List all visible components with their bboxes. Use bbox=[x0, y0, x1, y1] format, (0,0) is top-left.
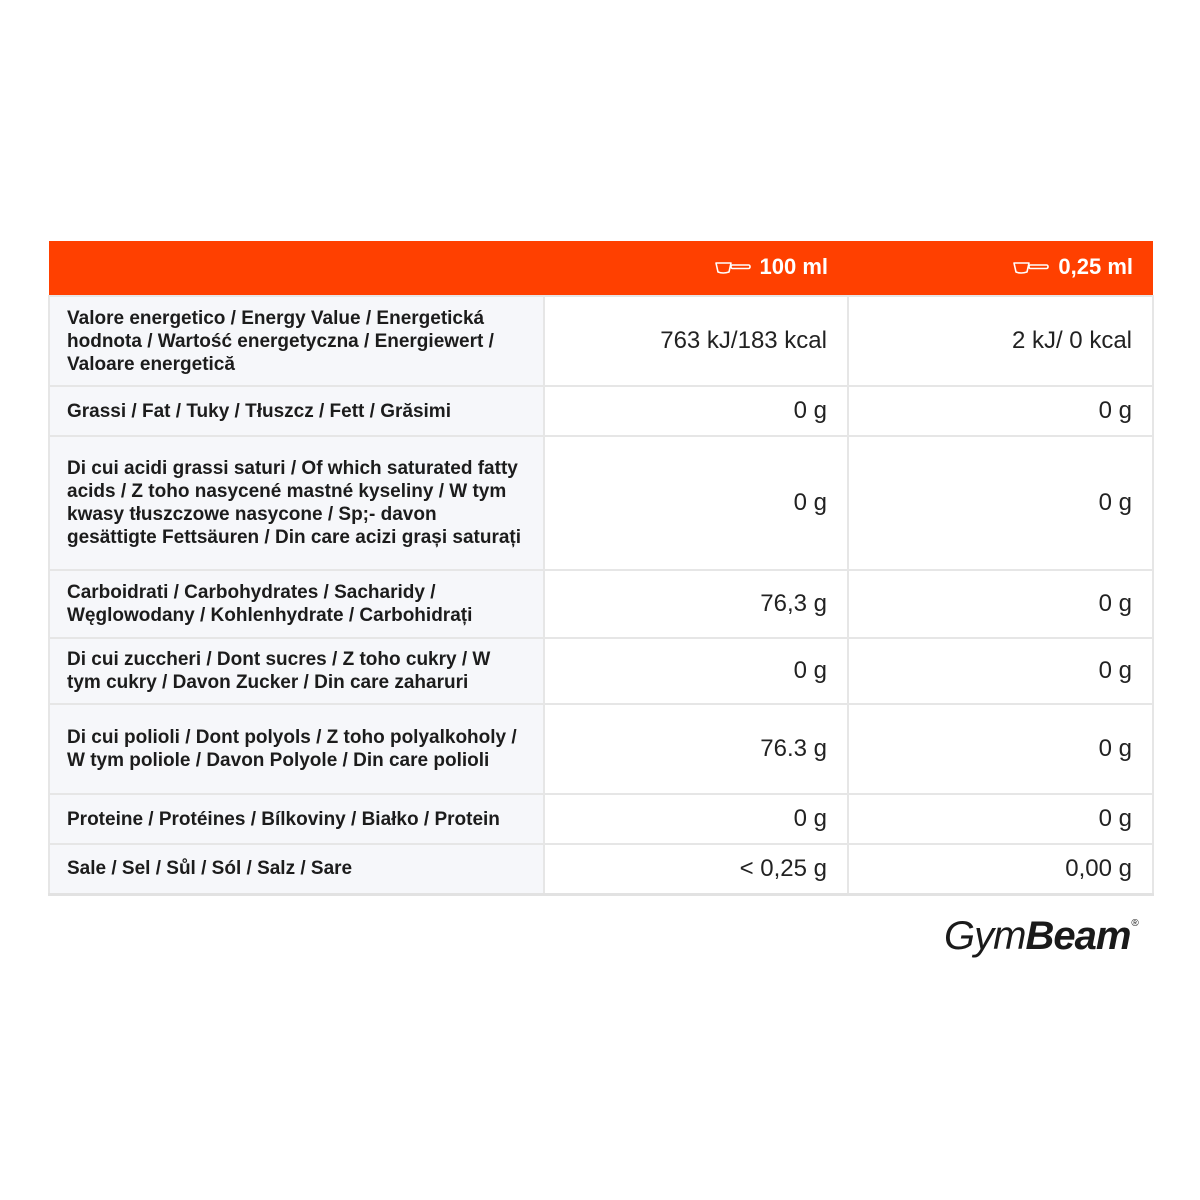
table-row bbox=[49, 386, 1153, 436]
value-025ml: 0 g bbox=[848, 386, 1153, 436]
nutrient-label: Proteine / Protéines / Bílkoviny / Białko / Protein bbox=[49, 794, 544, 844]
value-100ml: < 0,25 g bbox=[544, 844, 848, 894]
table-row bbox=[49, 638, 1153, 704]
value-100ml: 76,3 g bbox=[544, 570, 848, 638]
logo-beam-text: Beam bbox=[1025, 914, 1131, 958]
value-100ml: 0 g bbox=[544, 794, 848, 844]
header-col-025ml-label: 0,25 ml bbox=[1058, 254, 1133, 279]
value-100ml: 0 g bbox=[544, 386, 848, 436]
table-row bbox=[49, 844, 1153, 894]
nutrient-label: Di cui polioli / Dont polyols / Z toho polyalkoholy / W tym poliole / Davon Polyole / Din care polioli bbox=[49, 704, 544, 794]
logo-gym-text: Gym bbox=[944, 914, 1026, 958]
nutrient-label: Di cui acidi grassi saturi / Of which saturated fatty acids / Z toho nasycené mastné kyseliny / W tym kwasy tłuszczowe nasycone / Sp;- davon gesättigte Fettsäuren / Din care acizi grași saturați bbox=[49, 436, 544, 570]
value-100ml: 76.3 g bbox=[544, 704, 848, 794]
value-025ml: 0 g bbox=[848, 794, 1153, 844]
value-100ml: 0 g bbox=[544, 436, 848, 570]
header-col-100ml-label: 100 ml bbox=[759, 254, 828, 279]
nutrient-label: Valore energetico / Energy Value / Energetická hodnota / Wartość energetyczna / Energiewert / Valoare energetică bbox=[49, 296, 544, 386]
table-row bbox=[49, 704, 1153, 794]
value-025ml: 0 g bbox=[848, 704, 1153, 794]
scoop-icon bbox=[714, 258, 752, 276]
scoop-icon bbox=[1012, 258, 1050, 276]
value-025ml: 0 g bbox=[848, 570, 1153, 638]
nutrient-label: Di cui zuccheri / Dont sucres / Z toho cukry / W tym cukry / Davon Zucker / Din care zaharuri bbox=[49, 638, 544, 704]
header-col-100ml bbox=[544, 241, 848, 296]
table-row bbox=[49, 794, 1153, 844]
table-row bbox=[49, 436, 1153, 570]
table-row bbox=[49, 570, 1153, 638]
gymbeam-logo bbox=[944, 912, 1154, 960]
value-100ml: 763 kJ/183 kcal bbox=[544, 296, 848, 386]
nutrient-label: Carboidrati / Carbohydrates / Sacharidy / Węglowodany / Kohlenhydrate / Carbohidrați bbox=[49, 570, 544, 638]
value-025ml: 0,00 g bbox=[848, 844, 1153, 894]
value-025ml: 0 g bbox=[848, 638, 1153, 704]
table-header-row bbox=[49, 241, 1153, 296]
header-col-025ml bbox=[848, 241, 1153, 296]
table-row bbox=[49, 296, 1153, 386]
value-100ml: 0 g bbox=[544, 638, 848, 704]
registered-mark: ® bbox=[1131, 918, 1138, 929]
value-025ml: 0 g bbox=[848, 436, 1153, 570]
nutrient-label: Grassi / Fat / Tuky / Tłuszcz / Fett / Grăsimi bbox=[49, 386, 544, 436]
nutrition-table bbox=[48, 241, 1154, 896]
value-025ml: 2 kJ/ 0 kcal bbox=[848, 296, 1153, 386]
nutrient-label: Sale / Sel / Sůl / Sól / Salz / Sare bbox=[49, 844, 544, 894]
header-blank-cell bbox=[49, 241, 544, 296]
